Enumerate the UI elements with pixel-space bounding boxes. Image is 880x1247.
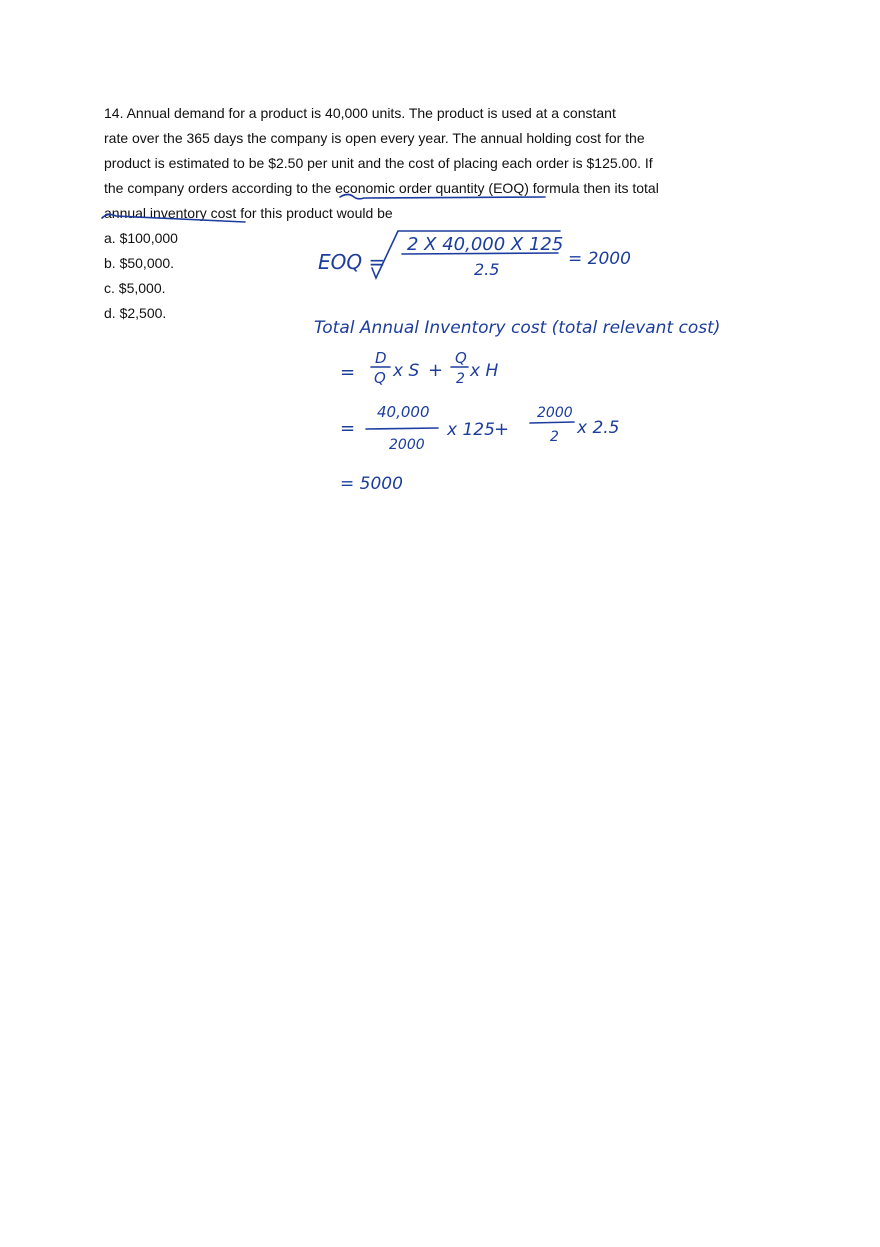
- sub-num-1: 40,000: [377, 403, 430, 421]
- question-line-1: 14. Annual demand for a product is 40,000 units. The product is used at a constant: [104, 105, 616, 121]
- question-line-3: product is estimated to be $2.50 per unit and the cost of placing each order is $125.00. If: [104, 155, 653, 171]
- question-line-2: rate over the 365 days the company is open every year. The annual holding cost for the: [104, 130, 645, 146]
- underline-eoq: [340, 195, 545, 199]
- formula-xs: x S: [393, 361, 420, 381]
- sub-x25: x 2.5: [577, 418, 620, 438]
- formula-d: D: [375, 349, 387, 367]
- question-line-4: the company orders according to the economic order quantity (EOQ) formula then its total: [104, 180, 659, 196]
- option-b: b. $50,000.: [104, 255, 175, 271]
- eoq-fraction-bar: [402, 253, 558, 254]
- formula-2: 2: [456, 371, 465, 387]
- underline-annual-inventory-cost: [102, 214, 245, 222]
- sub-num-2: 2000: [537, 405, 573, 421]
- formula-xh: x H: [470, 361, 499, 381]
- question-line-5: annual inventory cost for this product would be: [104, 205, 393, 221]
- sub-plus: +: [494, 419, 510, 440]
- option-a: a. $100,000: [104, 230, 178, 246]
- final-result: = 5000: [340, 474, 403, 494]
- formula-plus: +: [428, 360, 444, 381]
- sub-x125: x 125: [447, 420, 495, 440]
- sub-bar-1: [366, 428, 438, 429]
- sub-den-1: 2000: [389, 437, 425, 453]
- sub-den-2: 2: [550, 429, 559, 445]
- sub-bar-2: [530, 422, 574, 423]
- total-cost-title: Total Annual Inventory cost (total relevant cost): [314, 318, 721, 338]
- sub-equals: =: [340, 418, 356, 439]
- option-c: c. $5,000.: [104, 280, 166, 296]
- formula-equals: =: [340, 362, 356, 383]
- formula-q1: Q: [374, 369, 386, 387]
- eoq-numerator: 2 X 40,000 X 125: [407, 234, 564, 255]
- eoq-result: = 2000: [568, 249, 631, 269]
- eoq-denominator: 2.5: [474, 260, 500, 279]
- option-d: d. $2,500.: [104, 305, 167, 321]
- eoq-label: EOQ =: [318, 250, 386, 274]
- formula-q2: Q: [455, 349, 467, 367]
